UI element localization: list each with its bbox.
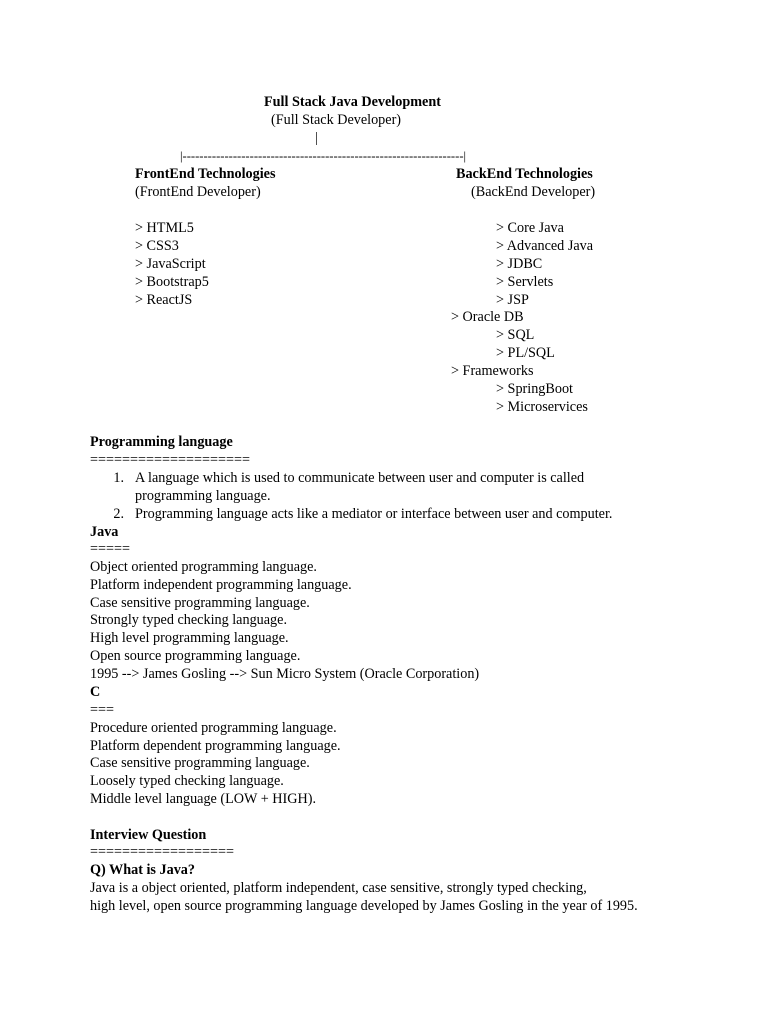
diagram-branch-line: |-------------------------------------------------------------------| (180, 149, 467, 163)
java-line: Case sensitive programming language. (90, 595, 310, 611)
backend-heading: BackEnd Technologies (456, 166, 593, 182)
c-underline: === (90, 702, 115, 718)
java-line: Object oriented programming language. (90, 559, 317, 575)
backend-framework-item: > Microservices (496, 399, 588, 415)
list-number: 2. (113, 506, 124, 522)
java-underline: ===== (90, 541, 131, 557)
list-item-text-cont: programming language. (135, 488, 271, 504)
backend-item: > Advanced Java (496, 238, 594, 254)
java-line: 1995 --> James Gosling --> Sun Micro System (Oracle Corporation) (90, 666, 480, 682)
c-line: Loosely typed checking language. (90, 773, 284, 789)
c-line: Middle level language (LOW + HIGH). (90, 791, 317, 807)
backend-frameworks: > Frameworks (451, 363, 534, 379)
backend-item: > JSP (496, 292, 529, 308)
backend-oracle: > Oracle DB (451, 309, 524, 325)
backend-item: > JDBC (496, 256, 543, 272)
c-line: Platform dependent programming language. (90, 738, 341, 754)
list-item-text: A language which is used to communicate between user and computer is called (135, 470, 585, 486)
java-line: Platform independent programming language. (90, 577, 352, 593)
diagram-connector: | (315, 130, 318, 146)
interview-heading: Interview Question (90, 827, 207, 843)
list-item-text: Programming language acts like a mediator or interface between user and computer. (135, 506, 613, 522)
frontend-heading: FrontEnd Technologies (135, 166, 276, 182)
frontend-item: > ReactJS (135, 292, 193, 308)
backend-item: > Servlets (496, 274, 554, 290)
frontend-item: > JavaScript (135, 256, 206, 272)
c-heading: C (90, 684, 101, 700)
java-line: High level programming language. (90, 630, 289, 646)
backend-item: > Core Java (496, 220, 564, 236)
c-line: Procedure oriented programming language. (90, 720, 337, 736)
programming-underline: ==================== (90, 452, 251, 468)
diagram-title: Full Stack Java Development (264, 94, 441, 110)
backend-framework-item: > SpringBoot (496, 381, 573, 397)
interview-question: Q) What is Java? (90, 862, 195, 878)
java-line: Open source programming language. (90, 648, 301, 664)
c-line: Case sensitive programming language. (90, 755, 310, 771)
programming-heading: Programming language (90, 434, 233, 450)
java-line: Strongly typed checking language. (90, 612, 287, 628)
frontend-item: > Bootstrap5 (135, 274, 209, 290)
frontend-role: (FrontEnd Developer) (135, 184, 261, 200)
interview-answer: Java is a object oriented, platform independent, case sensitive, strongly typed checking, (90, 880, 587, 896)
backend-oracle-item: > PL/SQL (496, 345, 555, 361)
backend-oracle-item: > SQL (496, 327, 535, 343)
backend-role: (BackEnd Developer) (471, 184, 596, 200)
frontend-item: > HTML5 (135, 220, 194, 236)
interview-answer-cont: high level, open source programming language developed by James Gosling in the year of 1995. (90, 898, 638, 914)
frontend-item: > CSS3 (135, 238, 179, 254)
java-heading: Java (90, 524, 119, 540)
list-number: 1. (113, 470, 124, 486)
interview-underline: ================== (90, 844, 235, 860)
diagram-subtitle: (Full Stack Developer) (271, 112, 402, 128)
